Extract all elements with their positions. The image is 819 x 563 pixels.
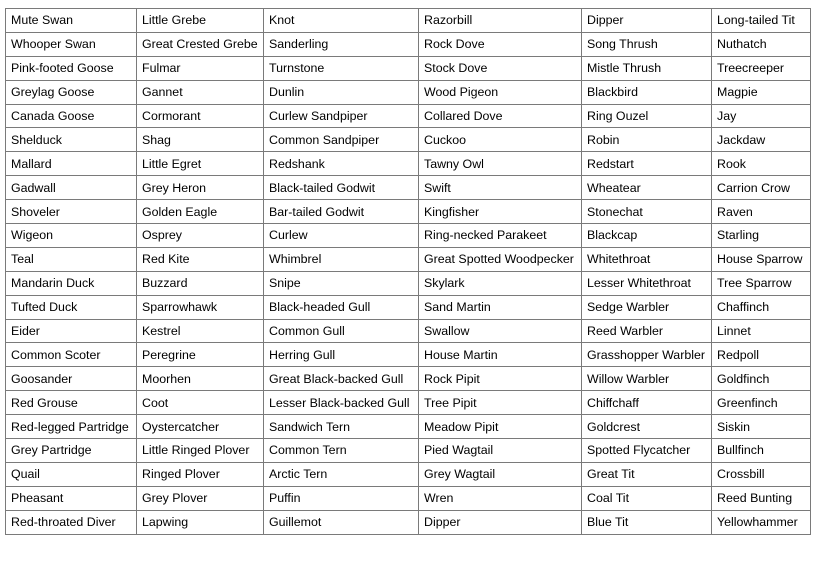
table-cell: Ringed Plover (137, 462, 264, 486)
table-cell: Great Black-backed Gull (264, 367, 419, 391)
table-row (6, 104, 811, 128)
table-cell: Sandwich Tern (264, 415, 419, 439)
table-cell: Buzzard (137, 271, 264, 295)
table-cell: Wheatear (582, 176, 712, 200)
table-cell: Black-tailed Godwit (264, 176, 419, 200)
table-row (6, 224, 811, 248)
table-cell: Shoveler (6, 200, 137, 224)
table-row (6, 439, 811, 463)
table-cell: Great Spotted Woodpecker (419, 247, 582, 271)
table-cell: Coot (137, 391, 264, 415)
table-cell: Tawny Owl (419, 152, 582, 176)
table-cell: Little Grebe (137, 9, 264, 33)
table-cell: Kestrel (137, 319, 264, 343)
table-cell: Dipper (419, 510, 582, 534)
table-cell: Fulmar (137, 56, 264, 80)
table-cell: Tree Sparrow (712, 271, 811, 295)
table-cell: Collared Dove (419, 104, 582, 128)
table-cell: Reed Warbler (582, 319, 712, 343)
table-cell: Sanderling (264, 32, 419, 56)
table-body (6, 9, 811, 535)
table-cell: Nuthatch (712, 32, 811, 56)
table-cell: Willow Warbler (582, 367, 712, 391)
table-cell: Common Tern (264, 439, 419, 463)
table-cell: Chiffchaff (582, 391, 712, 415)
table-cell: Shag (137, 128, 264, 152)
table-cell: Dipper (582, 9, 712, 33)
table-cell: Canada Goose (6, 104, 137, 128)
table-cell: Guillemot (264, 510, 419, 534)
table-cell: Puffin (264, 486, 419, 510)
table-cell: Goldfinch (712, 367, 811, 391)
table-cell: Lesser Whitethroat (582, 271, 712, 295)
table-cell: Grey Plover (137, 486, 264, 510)
table-cell: Turnstone (264, 56, 419, 80)
table-cell: Greenfinch (712, 391, 811, 415)
table-cell: Mute Swan (6, 9, 137, 33)
table-cell: Reed Bunting (712, 486, 811, 510)
table-cell: Teal (6, 247, 137, 271)
table-cell: Jay (712, 104, 811, 128)
table-cell: Dunlin (264, 80, 419, 104)
table-cell: Grey Partridge (6, 439, 137, 463)
table-cell: Moorhen (137, 367, 264, 391)
table-cell: Sand Martin (419, 295, 582, 319)
table-row (6, 391, 811, 415)
table-row (6, 271, 811, 295)
table-cell: Osprey (137, 224, 264, 248)
table-cell: Pied Wagtail (419, 439, 582, 463)
table-cell: Bullfinch (712, 439, 811, 463)
table-row (6, 319, 811, 343)
table-cell: Redshank (264, 152, 419, 176)
table-row (6, 176, 811, 200)
table-cell: Carrion Crow (712, 176, 811, 200)
table-cell: Blackbird (582, 80, 712, 104)
table-cell: Blue Tit (582, 510, 712, 534)
table-row (6, 80, 811, 104)
table-cell: Lesser Black-backed Gull (264, 391, 419, 415)
table-cell: Red Grouse (6, 391, 137, 415)
table-cell: Mandarin Duck (6, 271, 137, 295)
table-row (6, 415, 811, 439)
table-cell: Tufted Duck (6, 295, 137, 319)
table-cell: Whimbrel (264, 247, 419, 271)
table-cell: Grey Wagtail (419, 462, 582, 486)
table-cell: House Martin (419, 343, 582, 367)
table-cell: Crossbill (712, 462, 811, 486)
table-cell: Starling (712, 224, 811, 248)
table-row (6, 486, 811, 510)
table-cell: Sedge Warbler (582, 295, 712, 319)
table-row (6, 367, 811, 391)
table-cell: Arctic Tern (264, 462, 419, 486)
table-cell: Ring-necked Parakeet (419, 224, 582, 248)
table-cell: Gadwall (6, 176, 137, 200)
table-row (6, 462, 811, 486)
table-cell: Robin (582, 128, 712, 152)
table-cell: Song Thrush (582, 32, 712, 56)
table-row (6, 343, 811, 367)
table-cell: Tree Pipit (419, 391, 582, 415)
table-cell: Little Ringed Plover (137, 439, 264, 463)
table-cell: Long-tailed Tit (712, 9, 811, 33)
table-row (6, 510, 811, 534)
table-cell: Golden Eagle (137, 200, 264, 224)
table-cell: Great Tit (582, 462, 712, 486)
table-cell: Common Scoter (6, 343, 137, 367)
table-cell: Wood Pigeon (419, 80, 582, 104)
table-cell: Whooper Swan (6, 32, 137, 56)
table-cell: Grasshopper Warbler (582, 343, 712, 367)
table-cell: Magpie (712, 80, 811, 104)
table-cell: Pheasant (6, 486, 137, 510)
table-cell: Grey Heron (137, 176, 264, 200)
table-cell: Kingfisher (419, 200, 582, 224)
table-cell: Jackdaw (712, 128, 811, 152)
table-cell: Rock Dove (419, 32, 582, 56)
table-cell: Herring Gull (264, 343, 419, 367)
table-cell: Linnet (712, 319, 811, 343)
table-row (6, 200, 811, 224)
table-cell: Lapwing (137, 510, 264, 534)
table-cell: Goldcrest (582, 415, 712, 439)
table-cell: Black-headed Gull (264, 295, 419, 319)
table-cell: Cormorant (137, 104, 264, 128)
table-cell: Common Sandpiper (264, 128, 419, 152)
table-cell: Great Crested Grebe (137, 32, 264, 56)
table-cell: Eider (6, 319, 137, 343)
table-cell: Wren (419, 486, 582, 510)
table-cell: Razorbill (419, 9, 582, 33)
table-cell: Snipe (264, 271, 419, 295)
table-cell: Redpoll (712, 343, 811, 367)
table-cell: Quail (6, 462, 137, 486)
table-cell: Oystercatcher (137, 415, 264, 439)
table-cell: Yellowhammer (712, 510, 811, 534)
table-cell: Curlew Sandpiper (264, 104, 419, 128)
table-cell: Greylag Goose (6, 80, 137, 104)
table-cell: Red-legged Partridge (6, 415, 137, 439)
table-row (6, 32, 811, 56)
table-cell: Curlew (264, 224, 419, 248)
table-row (6, 152, 811, 176)
table-cell: Spotted Flycatcher (582, 439, 712, 463)
table-cell: Cuckoo (419, 128, 582, 152)
table-cell: Swallow (419, 319, 582, 343)
table-cell: Mistle Thrush (582, 56, 712, 80)
table-cell: Stock Dove (419, 56, 582, 80)
table-cell: Knot (264, 9, 419, 33)
table-cell: Little Egret (137, 152, 264, 176)
table-cell: Whitethroat (582, 247, 712, 271)
table-cell: Goosander (6, 367, 137, 391)
table-cell: Skylark (419, 271, 582, 295)
bird-species-table (5, 8, 811, 535)
table-cell: Sparrowhawk (137, 295, 264, 319)
table-cell: Bar-tailed Godwit (264, 200, 419, 224)
table-cell: Common Gull (264, 319, 419, 343)
table-cell: Siskin (712, 415, 811, 439)
table-cell: Swift (419, 176, 582, 200)
table-cell: Peregrine (137, 343, 264, 367)
table-row (6, 9, 811, 33)
table-cell: Redstart (582, 152, 712, 176)
table-cell: Wigeon (6, 224, 137, 248)
table-cell: Gannet (137, 80, 264, 104)
table-cell: Coal Tit (582, 486, 712, 510)
table-cell: Raven (712, 200, 811, 224)
table-cell: Shelduck (6, 128, 137, 152)
table-cell: Meadow Pipit (419, 415, 582, 439)
table-cell: Treecreeper (712, 56, 811, 80)
table-cell: Rook (712, 152, 811, 176)
table-row (6, 247, 811, 271)
table-cell: Red Kite (137, 247, 264, 271)
table-cell: Chaffinch (712, 295, 811, 319)
table-cell: Red-throated Diver (6, 510, 137, 534)
table-cell: Mallard (6, 152, 137, 176)
table-row (6, 295, 811, 319)
table-cell: Ring Ouzel (582, 104, 712, 128)
table-row (6, 128, 811, 152)
table-cell: House Sparrow (712, 247, 811, 271)
table-cell: Rock Pipit (419, 367, 582, 391)
table-cell: Stonechat (582, 200, 712, 224)
table-row (6, 56, 811, 80)
table-cell: Pink-footed Goose (6, 56, 137, 80)
table-cell: Blackcap (582, 224, 712, 248)
